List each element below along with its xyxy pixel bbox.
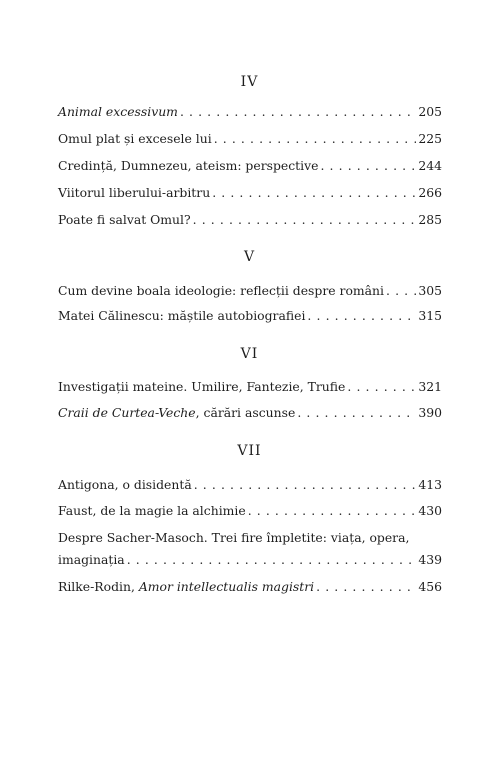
dot-leader <box>193 212 417 228</box>
toc-entry[interactable] <box>58 530 442 568</box>
entry-title-line-1: Despre Sacher-Masoch. Trei fire împletite: viața, opera, <box>58 530 410 545</box>
entry-title: Faust, de la magie la alchimie <box>58 503 246 518</box>
page-number: 205 <box>418 104 442 119</box>
page-number: 439 <box>418 552 442 567</box>
page-number: 456 <box>418 579 442 594</box>
section-heading-v: V <box>243 249 256 265</box>
page-number: 225 <box>418 131 442 146</box>
dot-leader <box>194 477 417 493</box>
page-number: 390 <box>418 405 442 420</box>
entry-title: Antigona, o disidentă <box>58 477 192 492</box>
toc-entry[interactable] <box>58 579 442 595</box>
toc-entry[interactable] <box>58 158 442 174</box>
page-number: 413 <box>418 477 442 492</box>
toc-entry[interactable] <box>58 405 442 421</box>
entry-title: Animal excessivum <box>58 104 178 119</box>
dot-leader <box>248 503 417 519</box>
dot-leader <box>386 283 416 299</box>
page-number: 430 <box>418 503 442 518</box>
entry-title: Viitorul liberului-arbitru <box>58 185 211 200</box>
toc-entry[interactable] <box>58 308 442 324</box>
entry-title: Poate fi salvat Omul? <box>58 212 191 227</box>
page-number: 285 <box>418 212 442 227</box>
dot-leader <box>180 104 416 120</box>
toc-entry[interactable] <box>58 185 442 201</box>
entry-title: Cum devine boala ideologie: reflecții despre români <box>58 283 384 298</box>
entry-title: Credință, Dumnezeu, ateism: perspective <box>58 158 319 173</box>
entry-title-line-2: imaginația <box>58 552 125 567</box>
entry-title: Rilke-Rodin, Amor intellectualis magistri <box>58 579 315 594</box>
page-number: 315 <box>418 308 442 323</box>
page-number: 321 <box>418 379 442 394</box>
dot-leader <box>347 379 416 395</box>
section-heading-vii: VII <box>237 443 262 459</box>
toc-entry[interactable] <box>58 131 442 147</box>
dot-leader <box>214 131 417 147</box>
page-number: 244 <box>418 158 442 173</box>
toc-entry[interactable] <box>58 212 442 228</box>
entry-title: Matei Călinescu: măștile autobiografiei <box>58 308 306 323</box>
dot-leader <box>297 405 416 421</box>
section-heading-vi: VI <box>240 346 259 362</box>
dot-leader <box>316 579 416 595</box>
dot-leader <box>212 185 416 201</box>
page-number: 305 <box>418 283 442 298</box>
dot-leader <box>127 552 417 568</box>
dot-leader <box>307 308 416 324</box>
section-heading-iv: IV <box>240 74 259 90</box>
toc-entry[interactable] <box>58 503 442 519</box>
toc-entry[interactable] <box>58 283 442 299</box>
entry-title: Craii de Curtea-Veche, cărări ascunse <box>58 405 296 420</box>
toc-entry[interactable] <box>58 477 442 493</box>
entry-title: Investigații mateine. Umilire, Fantezie, Trufie <box>58 379 346 394</box>
toc-entry[interactable] <box>58 379 442 395</box>
toc-entry[interactable] <box>58 104 442 120</box>
entry-title: Omul plat și excesele lui <box>58 131 212 146</box>
page-number: 266 <box>418 185 442 200</box>
dot-leader <box>320 158 416 174</box>
